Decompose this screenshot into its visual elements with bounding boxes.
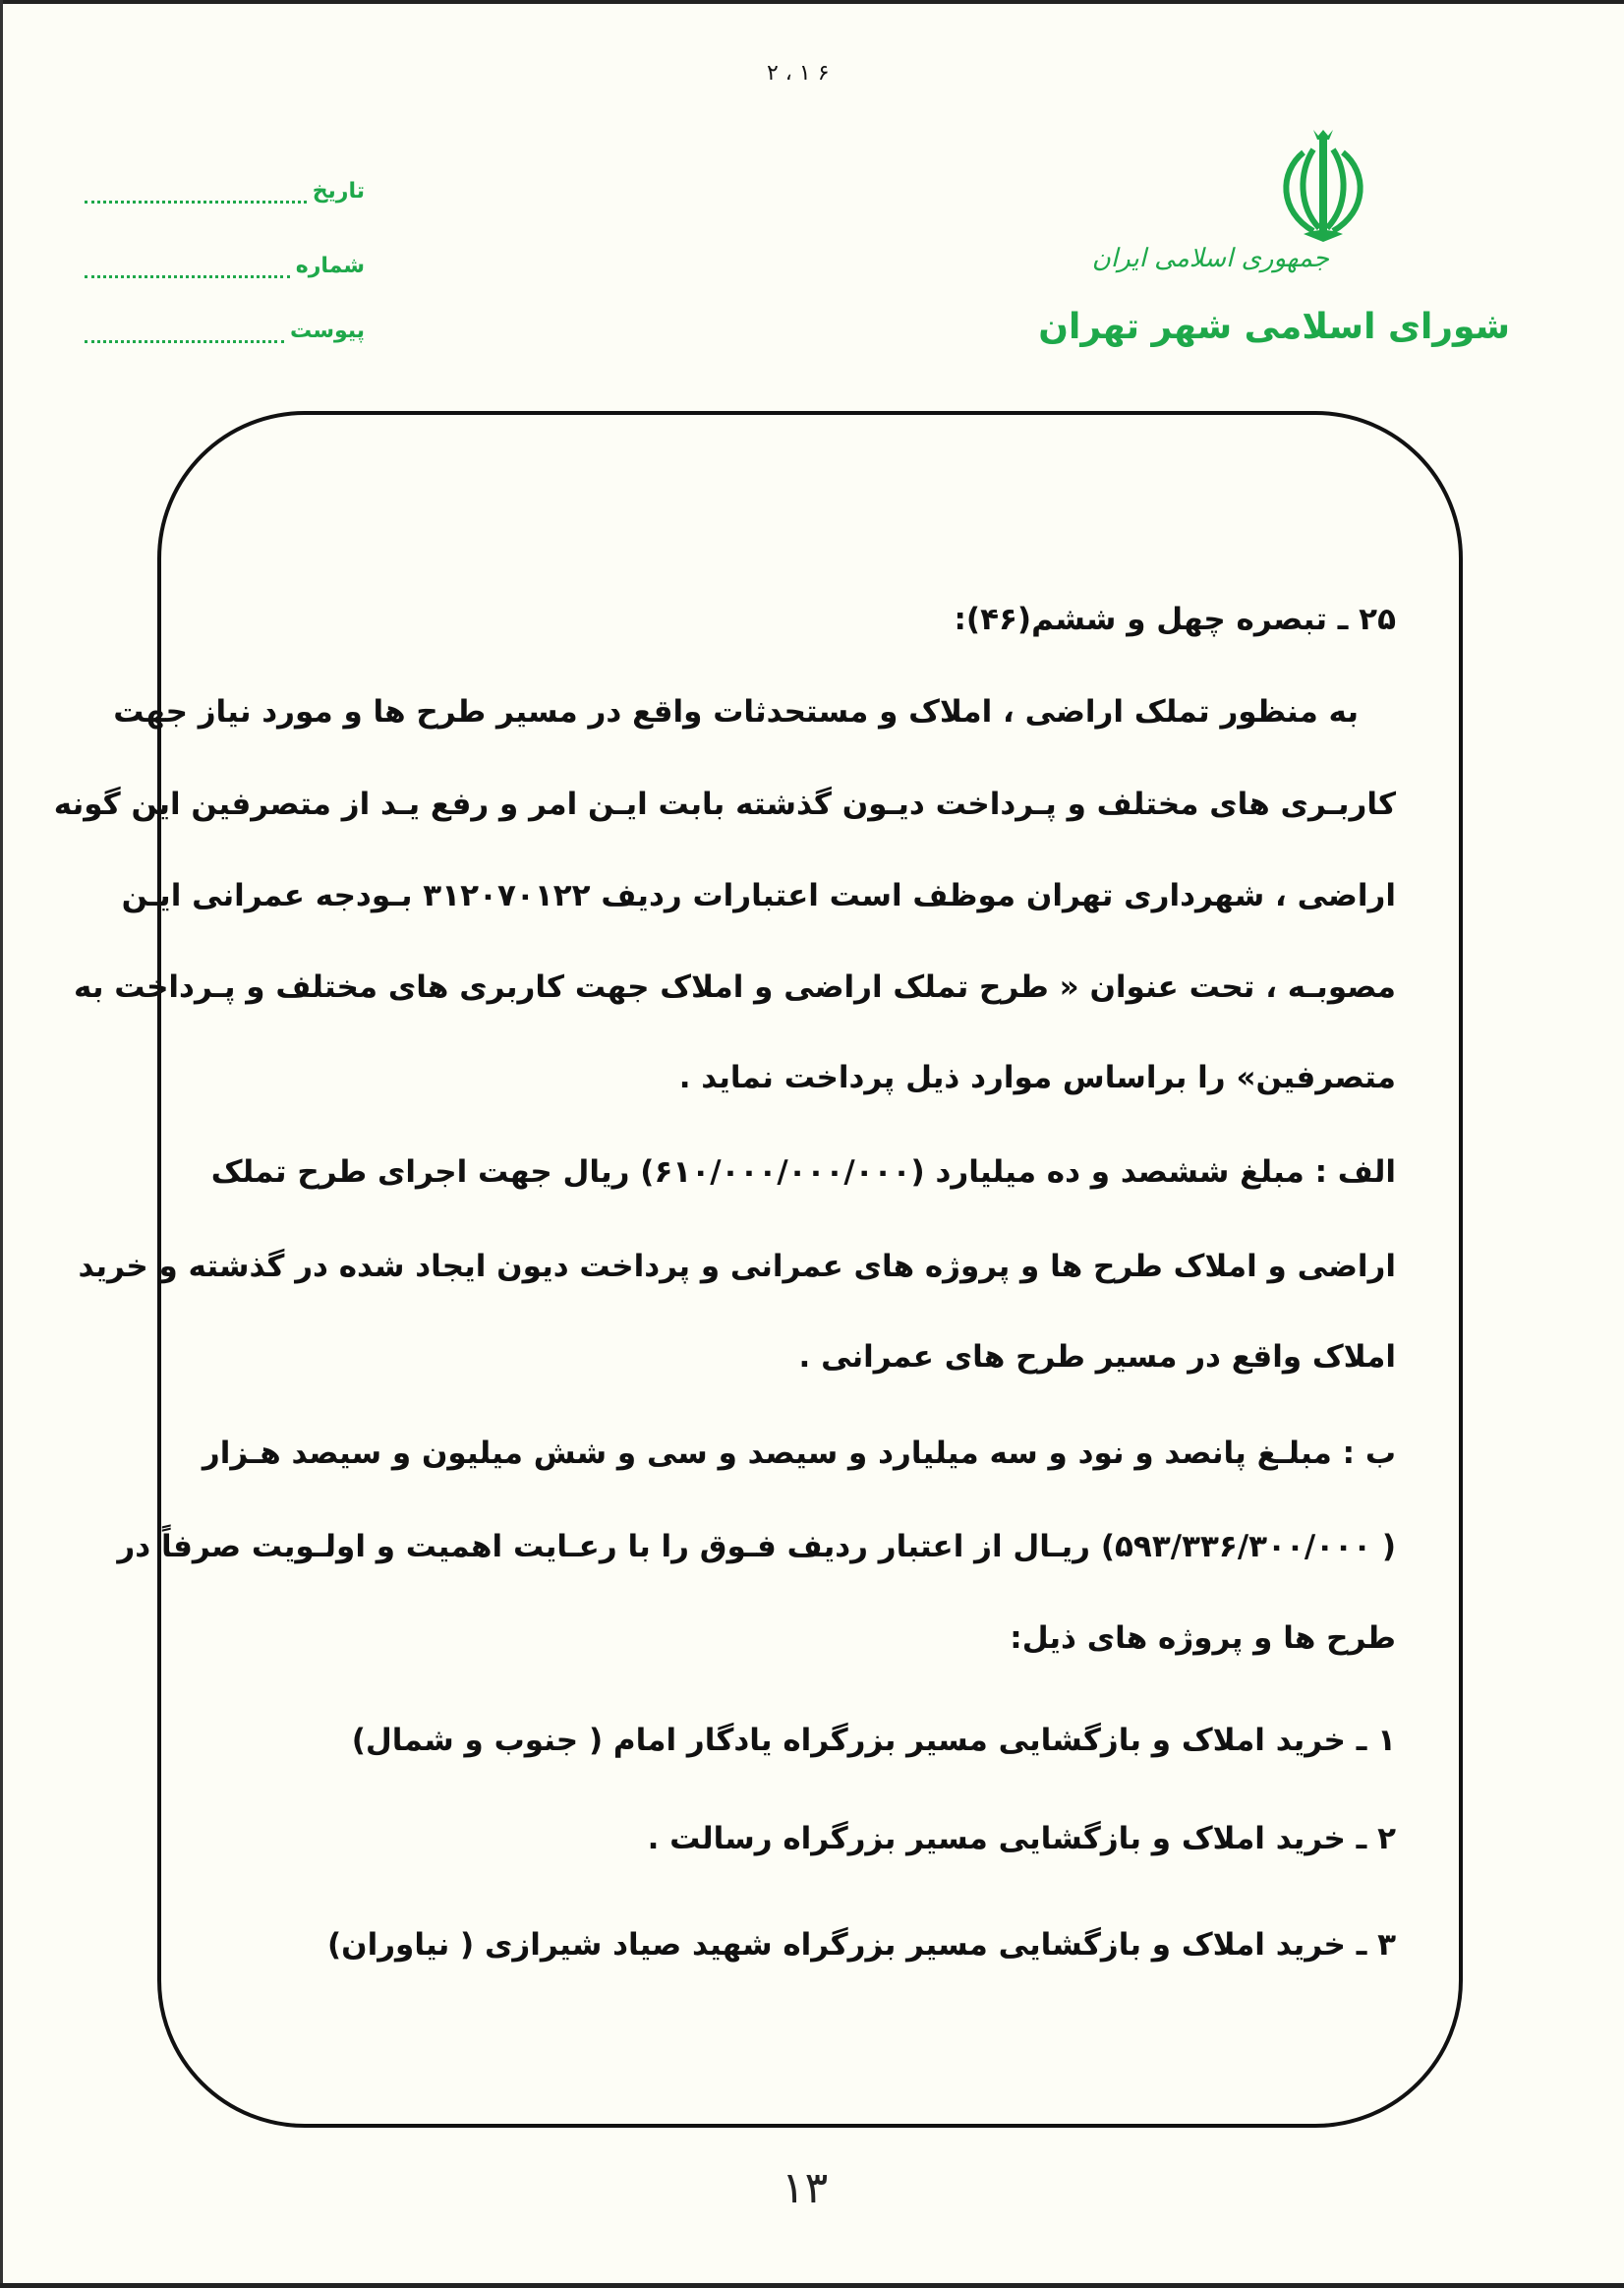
body-line: کاربـری های مختلف و پـرداخت دیـون گذشته بابت ایـن امر و رفع یـد از متصرفین این گونه (53, 787, 1396, 822)
body-line: الف : مبلغ ششصد و ده میلیارد (۶۱۰/۰۰۰/۰۰۰/۰۰۰) ریال جهت اجرای طرح تملک (210, 1154, 1396, 1190)
date-label: تاریخ (312, 179, 365, 204)
body-line: املاک واقع در مسیر طرح های عمرانی . (798, 1339, 1396, 1375)
stamp-number: ۲ ، ۱ ۶ (767, 61, 830, 86)
section-heading: ۲۵ ـ تبصره چهل و ششم(۴۶): (954, 602, 1396, 637)
date-dots (85, 189, 307, 204)
attachment-label: پیوست (290, 319, 365, 343)
number-field (85, 254, 365, 278)
body-line: متصرفین» را براساس موارد ذیل پرداخت نماید . (678, 1060, 1396, 1095)
council-name: شورای اسلامی شهر تهران (1038, 307, 1510, 347)
page-number: ۱۳ (782, 2163, 829, 2213)
list-item: ۱ ـ خرید املاک و بازگشایی مسیر بزرگراه یادگار امام ( جنوب و شمال) (351, 1723, 1396, 1758)
body-line: اراضی ، شهرداری تهران موظف است اعتبارات ردیف ۳۱۲۰۷۰۱۲۲ بـودجه عمرانی ایـن (121, 878, 1396, 913)
date-field (85, 179, 365, 204)
scan-edge-top (0, 0, 1624, 4)
attachment-dots (85, 328, 284, 343)
body-line: اراضی و املاک طرح ها و پروژه های عمرانی و پرداخت دیون ایجاد شده در گذشته و خرید (78, 1249, 1396, 1284)
body-line: ب : مبلـغ پانصد و نود و سه میلیارد و سیصد و سی و شش میلیون و سیصد هـزار (202, 1436, 1396, 1471)
body-line: به منظور تملک اراضی ، املاک و مستحدثات واقع در مسیر طرح ها و مورد نیاز جهت (113, 694, 1359, 730)
list-item: ۳ ـ خرید املاک و بازگشایی مسیر بزرگراه شهید صیاد شیرازی ( نیاوران) (326, 1927, 1396, 1963)
body-line: ( ۵۹۳/۳۳۶/۳۰۰/۰۰۰) ریـال از اعتبار ردیف فـوق را با رعـایت اهمیت و اولـویت صرفاً در (117, 1529, 1396, 1564)
body-line: طرح ها و پروژه های ذیل: (1010, 1620, 1396, 1656)
number-dots (85, 264, 290, 278)
iran-emblem-icon (1274, 128, 1372, 246)
list-item: ۲ ـ خرید املاک و بازگشایی مسیر بزرگراه رسالت . (647, 1821, 1396, 1856)
emblem-caption: جمهوری اسلامی ایران (1091, 244, 1329, 273)
attachment-field (85, 319, 365, 343)
scan-edge-left (0, 0, 3, 2288)
body-line: مصوبـه ، تحت عنوان « طرح تملک اراضی و املاک جهت کاربری های مختلف و پـرداخت به (74, 969, 1396, 1005)
number-label: شماره (295, 254, 365, 278)
scan-edge-bottom (0, 2283, 1624, 2288)
